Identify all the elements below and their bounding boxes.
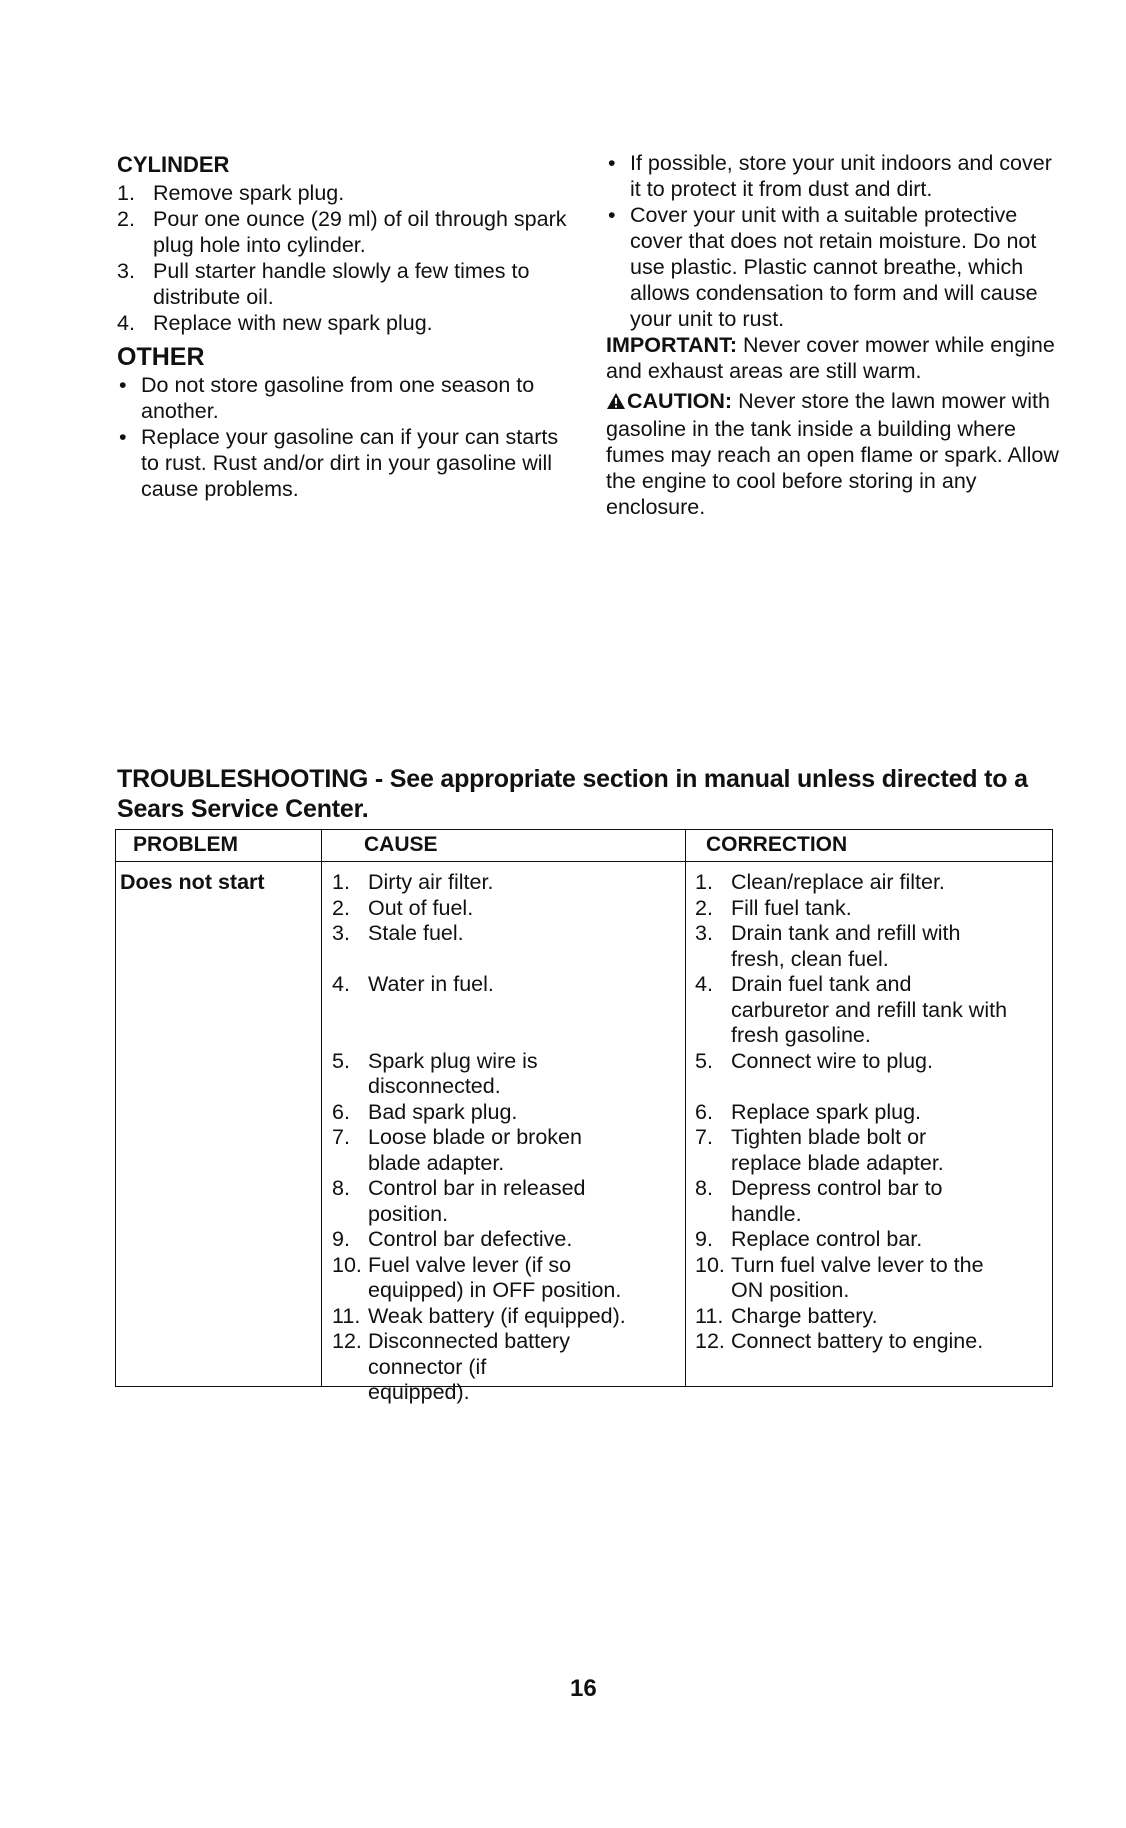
- table-header-row: [116, 830, 1052, 862]
- table-row: 6. Replace spark plug.: [695, 1099, 922, 1124]
- table-row: 1. Dirty air filter.: [332, 870, 494, 894]
- table-row: 12. Connect battery to engine.: [695, 1329, 984, 1353]
- cylinder-steps: [117, 180, 577, 336]
- column-header-cause: CAUSE: [364, 833, 438, 856]
- list-item: 4. Replace with new spark plug.: [117, 311, 433, 335]
- table-row: 11. Charge battery.: [695, 1303, 878, 1328]
- other-heading: OTHER: [117, 343, 205, 371]
- table-row: 7. Tighten blade bolt or replace blade adapter.: [695, 1125, 944, 1175]
- page-number: 16: [570, 1675, 597, 1702]
- column-divider: [685, 830, 686, 1386]
- table-row: 11. Weak battery (if equipped).: [332, 1303, 626, 1328]
- storage-bullets: [606, 150, 1066, 332]
- problem-cell: Does not start: [120, 870, 265, 894]
- important-note: IMPORTANT: Never cover mower while engine and exhaust areas are still warm.: [606, 333, 1055, 383]
- column-header-correction: CORRECTION: [706, 833, 848, 856]
- troubleshooting-table: [115, 829, 1053, 1404]
- table-row: 6. Bad spark plug.: [332, 1099, 518, 1124]
- bullet-icon: •: [119, 373, 127, 397]
- table-row: 2. Fill fuel tank.: [695, 895, 852, 920]
- other-bullets: [117, 372, 577, 502]
- bullet-icon: •: [119, 425, 127, 449]
- table-row: 10. Turn fuel valve lever to the ON position.: [695, 1252, 984, 1302]
- table-row: 1. Clean/replace air filter.: [695, 870, 945, 894]
- table-row: 3. Stale fuel.: [332, 921, 464, 945]
- list-item: • Cover your unit with a suitable protective cover that does not retain moisture. Do not use plastic. Plastic cannot breathe, which allows condensation to form and will cause your unit to rust.: [608, 203, 1038, 331]
- bullet-icon: •: [608, 203, 616, 227]
- table-row: 9. Control bar defective.: [332, 1227, 573, 1251]
- table-row: 8. Control bar in released position.: [332, 1176, 586, 1226]
- bullet-icon: •: [608, 151, 616, 175]
- table-row: 5. Spark plug wire is disconnected.: [332, 1048, 538, 1098]
- troubleshooting-title: TROUBLESHOOTING - See appropriate section in manual unless directed to a Sears Service Center.: [117, 765, 1028, 823]
- list-item: • If possible, store your unit indoors and cover it to protect it from dust and dirt.: [608, 151, 1052, 201]
- table-row: 4. Drain fuel tank and carburetor and refill tank with fresh gasoline.: [695, 972, 1008, 1047]
- table-row: 10. Fuel valve lever (if so equipped) in OFF position.: [332, 1252, 622, 1302]
- column-header-problem: PROBLEM: [133, 833, 238, 856]
- cylinder-heading: CYLINDER: [117, 152, 230, 177]
- table-row: 9. Replace control bar.: [695, 1227, 923, 1251]
- table-row: 3. Drain tank and refill with fresh, clean fuel.: [695, 921, 961, 971]
- list-item: 3. Pull starter handle slowly a few times to distribute oil.: [117, 259, 530, 309]
- caution-note: CAUTION: Never store the lawn mower with gasoline in the tank inside a building where fumes may reach an open flame or spark. Allow the engine to cool before storing in any enclosure.: [606, 389, 1059, 519]
- table-row: 12. Disconnected battery connector (if equipped).: [332, 1329, 570, 1404]
- table-row: 8. Depress control bar to handle.: [695, 1176, 943, 1226]
- list-item: • Do not store gasoline from one season to another.: [119, 373, 535, 423]
- table-row: 7. Loose blade or broken blade adapter.: [332, 1125, 582, 1175]
- table-row: 4. Water in fuel.: [332, 972, 494, 996]
- list-item: • Replace your gasoline can if your can starts to rust. Rust and/or dirt in your gasoline will cause problems.: [119, 425, 559, 501]
- table-row: 2. Out of fuel.: [332, 895, 474, 920]
- right-column: [606, 150, 1066, 520]
- list-item: 2. Pour one ounce (29 ml) of oil through spark plug hole into cylinder.: [117, 207, 567, 257]
- column-divider: [321, 830, 322, 1386]
- table-row: 5. Connect wire to plug.: [695, 1048, 933, 1073]
- left-column: [117, 150, 577, 502]
- warning-triangle-icon: [606, 390, 626, 416]
- list-item: 1. Remove spark plug.: [117, 181, 345, 205]
